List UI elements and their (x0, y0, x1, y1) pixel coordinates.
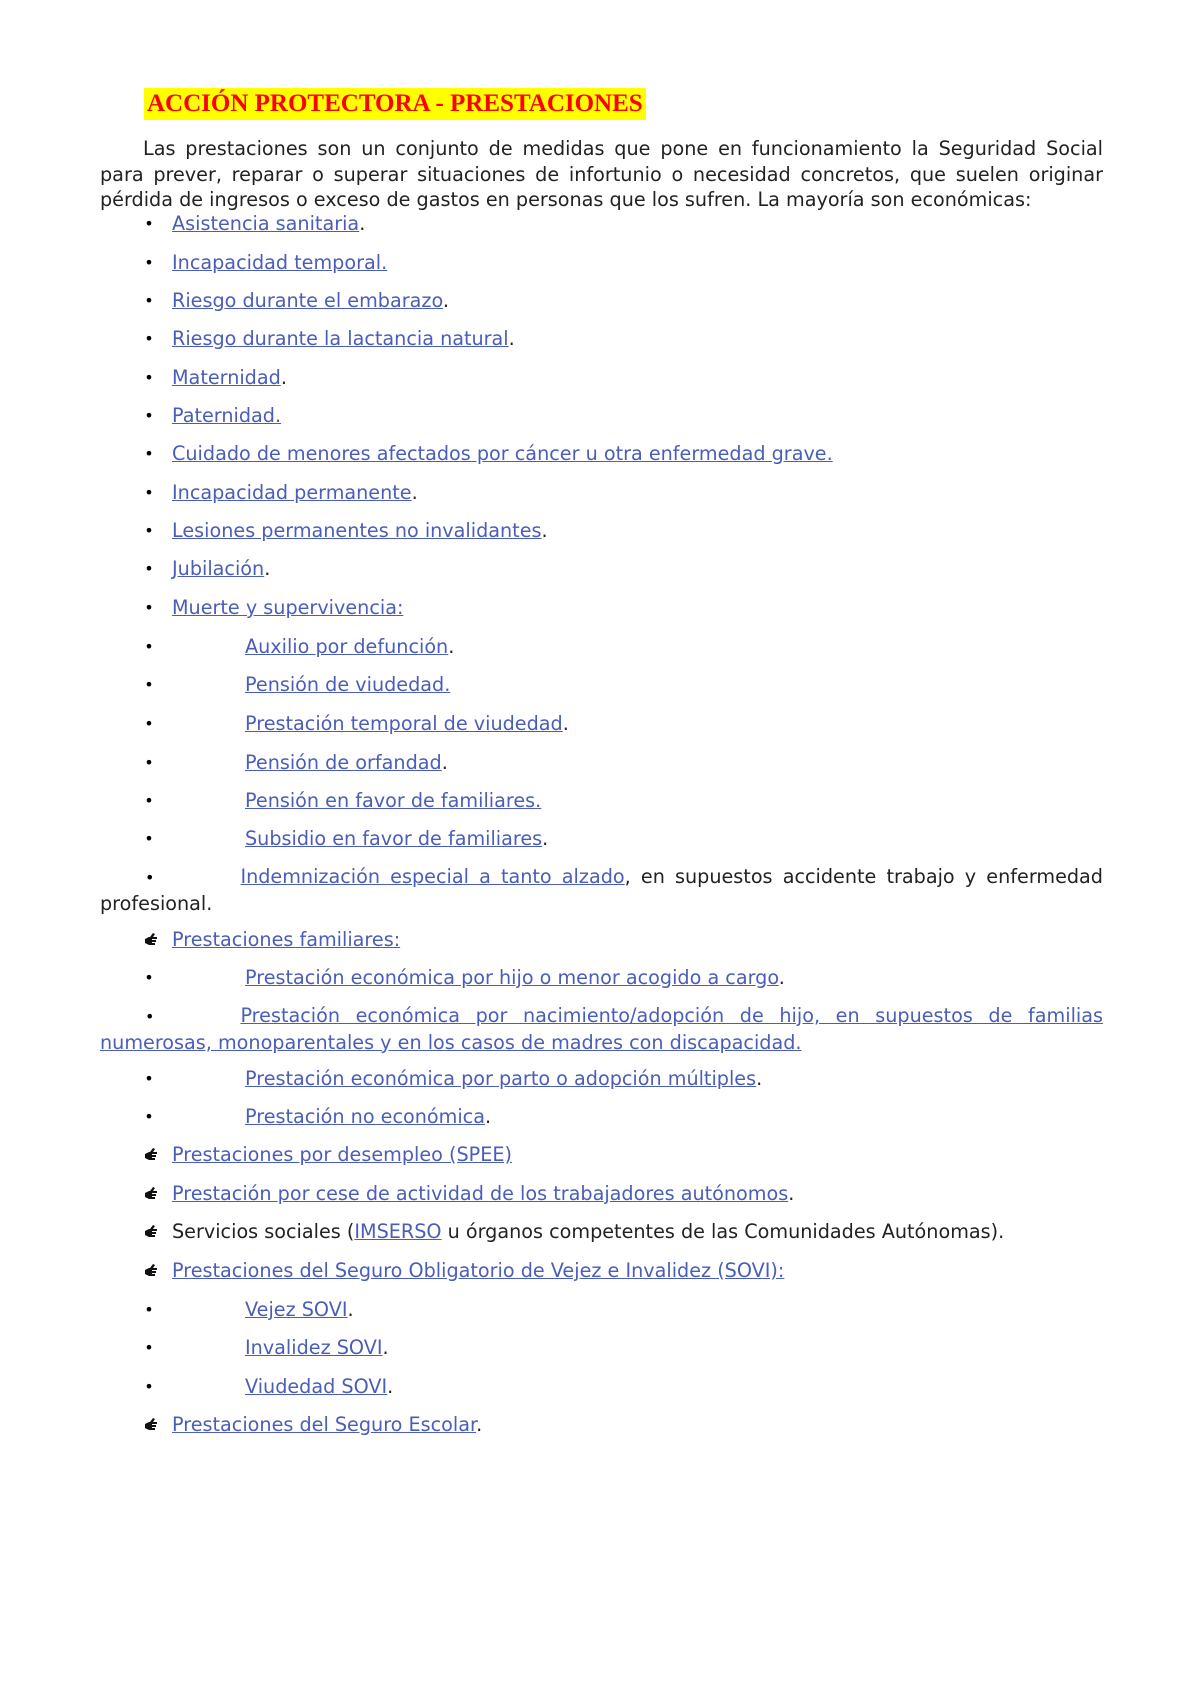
link-prestacion-hijo-cargo[interactable]: Prestación económica por hijo o menor acogido a cargo (245, 966, 779, 989)
pointing-hand-icon (144, 1262, 162, 1280)
bullet-icon: • (144, 637, 154, 656)
item-suffix: , en supuestos accidente trabajo y enfermedad profesional. (100, 865, 1103, 915)
bullet-icon: • (144, 714, 154, 733)
item-suffix: . (562, 712, 569, 735)
link-muerte-supervivencia[interactable]: Muerte y supervivencia: (172, 596, 404, 619)
link-prestacion-nacimiento-adopcion[interactable]: Prestación económica por nacimiento/adopción de hijo, en supuestos de familias numerosas, monoparentales y en los casos de madres con discapacidad. (100, 1004, 1103, 1054)
item-suffix: . (541, 519, 548, 542)
bullet-icon: • (144, 368, 154, 387)
item-suffix: . (280, 366, 287, 389)
bullet-icon: • (144, 1069, 154, 1088)
bullet-icon: • (144, 406, 154, 425)
link-prestacion-parto-multiple[interactable]: Prestación económica por parto o adopción múltiples (245, 1067, 757, 1090)
link-seguro-escolar[interactable]: Prestaciones del Seguro Escolar (172, 1413, 477, 1436)
link-prestaciones-desempleo[interactable]: Prestaciones por desempleo (SPEE) (172, 1143, 512, 1166)
link-indemnizacion-especial[interactable]: Indemnización especial a tanto alzado (240, 865, 625, 888)
bullet-icon: • (144, 1107, 154, 1126)
pointing-hand-icon (144, 931, 162, 949)
item-suffix: u órganos competentes de las Comunidades Autónomas). (441, 1220, 1005, 1243)
bullet-icon: • (144, 1338, 154, 1357)
link-lesiones-permanentes[interactable]: Lesiones permanentes no invalidantes (172, 519, 542, 542)
link-asistencia-sanitaria[interactable]: Asistencia sanitaria (172, 212, 360, 235)
item-suffix: . (347, 1298, 354, 1321)
pointing-hand-icon (144, 1223, 162, 1241)
pointing-hand-icon (144, 1146, 162, 1164)
item-suffix: . (448, 635, 455, 658)
title-wrap (144, 88, 646, 120)
link-prestaciones-familiares[interactable]: Prestaciones familiares (172, 928, 394, 951)
item-suffix: . (359, 212, 366, 235)
link-auxilio-defuncion[interactable]: Auxilio por defunción (245, 635, 449, 658)
bullet-icon: • (145, 1007, 155, 1026)
link-pension-favor-familiares[interactable]: Pensión en favor de familiares. (245, 789, 542, 812)
item-suffix: . (442, 289, 449, 312)
link-incapacidad-temporal[interactable]: Incapacidad temporal. (172, 251, 388, 274)
pointing-hand-icon (144, 1416, 162, 1434)
bullet-icon: • (144, 675, 154, 694)
bullet-icon: • (144, 521, 154, 540)
bullet-icon: • (144, 829, 154, 848)
item-prefix: Servicios sociales ( (172, 1220, 355, 1243)
item-suffix: . (441, 751, 448, 774)
link-viudedad-sovi[interactable]: Viudedad SOVI (245, 1375, 388, 1398)
item-suffix: . (484, 1105, 492, 1128)
item-suffix: . (542, 827, 549, 850)
item-suffix: . (756, 1067, 763, 1090)
link-riesgo-embarazo[interactable]: Riesgo durante el embarazo (172, 289, 443, 312)
link-cuidado-menores[interactable]: Cuidado de menores afectados por cáncer u otra enfermedad grave. (172, 442, 833, 465)
item-suffix: . (264, 557, 271, 580)
list-item (100, 864, 1103, 916)
item-suffix: . (387, 1375, 394, 1398)
item-suffix: . (508, 327, 515, 350)
link-jubilacion[interactable]: Jubilación (172, 557, 265, 580)
item-suffix: : (393, 928, 401, 951)
link-paternidad[interactable]: Paternidad. (172, 404, 282, 427)
bullet-icon: • (144, 444, 154, 463)
bullet-icon: • (144, 253, 154, 272)
bullet-icon: • (144, 559, 154, 578)
link-maternidad[interactable]: Maternidad (172, 366, 281, 389)
bullet-icon: • (144, 291, 154, 310)
item-suffix: . (411, 481, 418, 504)
bullet-icon: • (144, 483, 154, 502)
page-title: ACCIÓN PROTECTORA - PRESTACIONES (144, 88, 646, 120)
pointing-hand-icon (144, 1185, 162, 1203)
intro-paragraph: Las prestaciones son un conjunto de medidas que pone en funcionamiento la Seguridad Social para prever, reparar o superar situaciones de infortunio o necesidad concretos, que suelen originar pérdida de ingresos o exceso de gastos en personas que los sufren. La mayoría son económicas: (100, 137, 1103, 211)
bullet-icon: • (144, 791, 154, 810)
bullet-icon: • (144, 329, 154, 348)
item-suffix: . (788, 1182, 795, 1205)
bullet-icon: • (144, 753, 154, 772)
item-suffix: . (778, 966, 785, 989)
link-cese-actividad-autonomos[interactable]: Prestación por cese de actividad de los trabajadores autónomos (172, 1182, 789, 1205)
bullet-icon: • (145, 868, 155, 887)
item-suffix: . (476, 1413, 483, 1436)
link-invalidez-sovi[interactable]: Invalidez SOVI (245, 1336, 383, 1359)
list-item (100, 1003, 1103, 1055)
link-pension-viudedad[interactable]: Pensión de viudedad. (245, 673, 451, 696)
item-suffix: . (382, 1336, 389, 1359)
bullet-icon: • (144, 598, 154, 617)
link-imserso[interactable]: IMSERSO (354, 1220, 442, 1243)
link-subsidio-favor-familiares[interactable]: Subsidio en favor de familiares (245, 827, 543, 850)
bullet-icon: • (144, 1377, 154, 1396)
link-pension-orfandad[interactable]: Pensión de orfandad (245, 751, 442, 774)
bullet-icon: • (144, 968, 154, 987)
link-prestacion-no-economica[interactable]: Prestación no económica (245, 1105, 485, 1128)
link-prestacion-temporal-viudedad[interactable]: Prestación temporal de viudedad (245, 712, 563, 735)
link-prestaciones-sovi[interactable]: Prestaciones del Seguro Obligatorio de Vejez e Invalidez (SOVI): (172, 1259, 785, 1282)
link-riesgo-lactancia[interactable]: Riesgo durante la lactancia natural (172, 327, 509, 350)
bullet-icon: • (144, 214, 154, 233)
link-incapacidad-permanente[interactable]: Incapacidad permanente (172, 481, 412, 504)
bullet-icon: • (144, 1300, 154, 1319)
link-vejez-sovi[interactable]: Vejez SOVI (245, 1298, 348, 1321)
